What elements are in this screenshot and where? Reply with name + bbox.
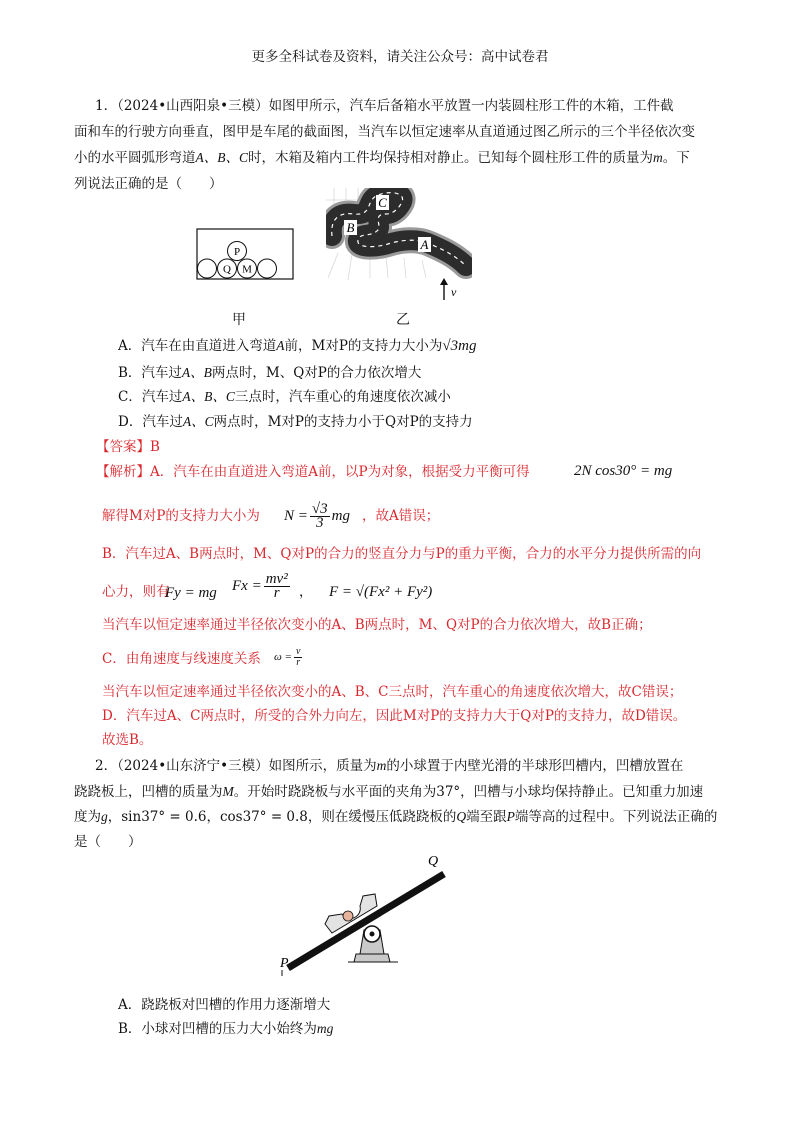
- q1-option-c: C．汽车过A、B、C三点时，汽车重心的角速度依次减小: [118, 389, 451, 405]
- q1-eq-comma: ，: [299, 584, 313, 600]
- label-v: v: [451, 285, 457, 299]
- q1-analysis-line4: 心力，则有: [102, 584, 170, 600]
- fulcrum-base: [354, 954, 390, 962]
- small-ball: [343, 911, 353, 921]
- q1-eq-n: N = $\frac{√3}{3}$ mg: [284, 501, 350, 532]
- q1-option-d: D．汽车过A、C两点时，M对P的支持力小于Q对P的支持力: [118, 414, 473, 430]
- label-p: P: [233, 246, 241, 258]
- label-p: P: [280, 956, 289, 971]
- q1-eq-fy: Fy = mg: [165, 585, 217, 601]
- q2-option-a: A．跷跷板对凹槽的作用力逐渐增大: [118, 997, 331, 1013]
- q1-analysis-line8: D．汽车过A、C两点时，所受的合外力向左，因此M对P的支持力大于Q对P的支持力，故D错误。: [102, 708, 687, 724]
- figure-yi: [326, 188, 472, 304]
- q1-analysis-line9: 故选B。: [102, 732, 153, 748]
- label-b: B: [346, 220, 355, 235]
- q1-analysis-line2: 解得M对P的支持力大小为: [102, 508, 260, 524]
- q1-line4: 列说法正确的是（ ）: [74, 176, 223, 192]
- figure-seesaw: [276, 850, 456, 984]
- q1-analysis-line1: 【解析】A．汽车在由直道进入弯道A前，以P为对象，根据受力平衡可得: [96, 464, 530, 480]
- q2-option-b: B．小球对凹槽的压力大小始终为mg: [118, 1021, 334, 1037]
- q1-analysis-line7: 当汽车以恒定速率通过半径依次变小的A、B、C三点时，汽车重心的角速度依次增大，故C错误；: [102, 684, 683, 700]
- label-q: Q: [223, 263, 231, 276]
- label-q: Q: [428, 854, 439, 869]
- cylinder-left-outer: [198, 259, 217, 278]
- q1-analysis-line5: 当汽车以恒定速率通过半径依次变小的A、B两点时，M、Q对P的合力依次增大，故B正确；: [102, 617, 652, 633]
- q2-line3: 度为g，sin37° = 0.6，cos37° = 0.8，则在缓慢压低跷跷板的Q端至跟P端等高的过程中。下列说法正确的: [74, 809, 718, 825]
- figure-yi-caption: 乙: [396, 312, 410, 328]
- label-m: M: [242, 263, 252, 276]
- q1-option-b: B．汽车过A、B两点时，M、Q对P的合力依次增大: [118, 365, 422, 381]
- figure-jia-caption: 甲: [232, 312, 246, 328]
- figure-jia: [196, 228, 294, 280]
- q1-eq-force-balance: 2N cos30° = mg: [574, 463, 673, 479]
- q1-analysis-line2-post: ，故A错误；: [362, 508, 440, 524]
- q1-analysis-line6: C．由角速度与线速度关系: [102, 651, 261, 667]
- q2-line4: 是（ ）: [74, 834, 142, 850]
- q1-eq-omega: ω = $\frac{v}{r}$: [274, 645, 301, 668]
- pivot-center: [370, 932, 375, 937]
- label-c: C: [378, 195, 387, 210]
- q1-eq-f: F = √(Fx² + Fy²): [329, 584, 433, 600]
- q1-eq-fx: Fx = $\frac{\text{mv²}}{r}$: [232, 571, 288, 602]
- label-a: A: [420, 237, 429, 252]
- velocity-arrow-head: [440, 278, 448, 285]
- cylinder-right-outer: [258, 259, 277, 278]
- q1-answer: 【答案】B: [96, 439, 160, 455]
- page-header: 更多全科试卷及资料，请关注公众号：高中试卷君: [251, 49, 549, 65]
- q1-option-a: A．汽车在由直道进入弯道A前，M对P的支持力大小为√3mg: [118, 338, 477, 354]
- q1-line1: 1．（2024•山西阳泉•三模）如图甲所示，汽车后备箱水平放置一内装圆柱形工件的木箱，工件截: [95, 98, 674, 114]
- q1-line2: 面和车的行驶方向垂直，图甲是车尾的截面图，当汽车以恒定速率从直道通过图乙所示的三个半径依次变: [74, 124, 695, 140]
- q1-line3: 小的水平圆弧形弯道A、B、C时，木箱及箱内工件均保持相对静止。已知每个圆柱形工件的质量为m。下: [74, 150, 690, 166]
- q1-analysis-line3: B．汽车过A、B两点时，M、Q对P的合力的竖直分力与P的重力平衡，合力的水平分力提供所需的向: [102, 546, 702, 562]
- q2-line1: 2．（2024•山东济宁•三模）如图所示，质量为m的小球置于内壁光滑的半球形凹槽内，凹槽放置在: [95, 758, 684, 774]
- q2-line2: 跷跷板上，凹槽的质量为M。开始时跷跷板与水平面的夹角为37°，凹槽与小球均保持静止。已知重力加速: [74, 784, 704, 800]
